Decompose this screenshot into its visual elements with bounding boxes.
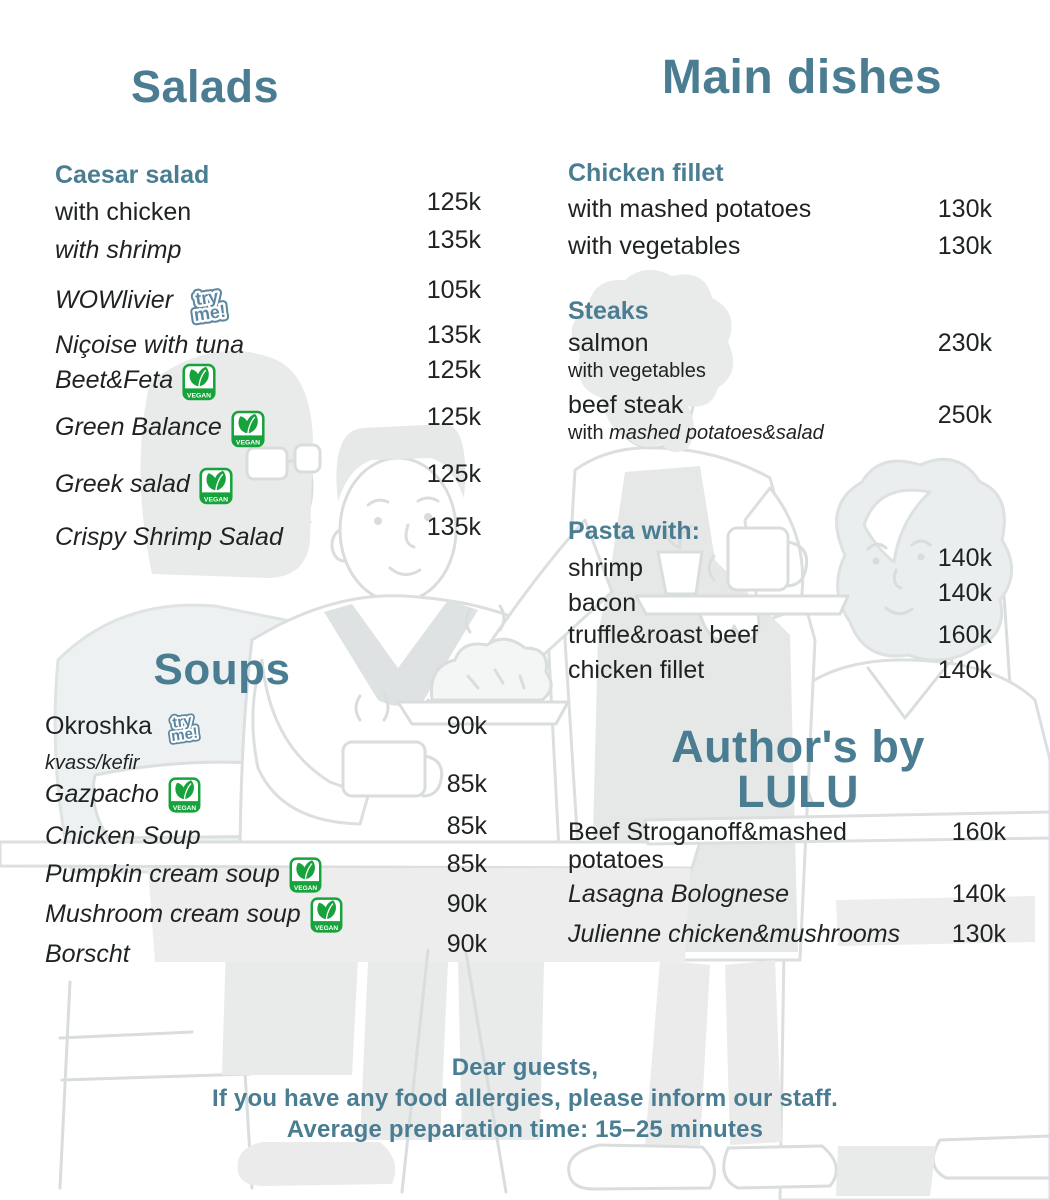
dish-price: 125k [426,460,481,488]
dish-name: Julienne chicken&mushrooms [568,920,901,948]
authors-title: Author's by LULU [671,721,925,817]
dish-note: kvass/kefir [45,752,140,774]
dish-name: Greek salad [55,470,190,498]
menu-item-row [568,232,992,270]
footer-line-1: Dear guests, [451,1054,599,1081]
dish-name: with shrimp [55,236,182,264]
dish-name: salmon [568,329,649,357]
dish-price: 85k [446,770,487,798]
dish-price: 125k [426,356,481,384]
menu-item-row [568,880,1006,920]
menu-item-row [568,544,992,589]
menu-item-note-row [568,360,992,391]
menu-item-note-row [568,422,992,452]
menu-item-row [45,770,487,822]
menu-item-row [55,226,481,286]
dish-note: with mashed potatoes&salad [568,422,824,444]
menu-item-row [45,712,487,752]
menu-item-row [55,321,481,366]
dish-name: beef steak [568,391,684,419]
try-me-icon [182,283,234,329]
dish-name: Crispy Shrimp Salad [55,523,283,551]
dish-price: 140k [937,656,992,684]
dish-price: 135k [426,226,481,254]
dish-price: 160k [937,621,992,649]
group-header: Caesar salad [55,161,210,189]
vegan-icon [168,777,201,813]
dish-name: Borscht [45,940,130,968]
menu-item-row [45,812,487,860]
vegan-icon [289,857,322,893]
dish-name: Lasagna Bolognese [568,880,790,908]
menu-item-row [568,329,992,360]
menu-item-row [568,621,992,656]
menu-item-row [55,188,481,236]
dish-price: 90k [446,930,487,958]
main-dishes-title: Main dishes [661,51,943,104]
group-header: Chicken fillet [568,159,724,187]
main-chicken-header-row [568,160,992,195]
dish-price: 85k [446,812,487,840]
dish-price: 130k [951,920,1006,948]
dish-name: with chicken [55,198,192,226]
dish-price: 125k [426,403,481,431]
menu-item-row [568,920,1006,960]
menu-item-row [568,391,992,429]
dish-name: truffle&roast beef [568,621,758,649]
dish-price: 160k [951,818,1006,846]
dish-name: Okroshka [45,712,152,740]
group-header: Pasta with: [568,517,700,545]
main-steaks-header-row [568,298,992,329]
dish-price: 140k [951,880,1006,908]
dish-name: with mashed potatoes [568,195,812,223]
dish-price: 250k [937,401,992,429]
menu-item-row [45,850,487,900]
vegan-icon [199,467,233,505]
dish-price: 130k [937,195,992,223]
dish-name: bacon [568,589,637,617]
dish-price: 85k [446,850,487,878]
dish-name: Chicken Soup [45,822,201,850]
menu-item-row [45,890,487,940]
footer-note [0,1052,1050,1145]
dish-name: Niçoise with tuna [55,331,244,359]
dish-name: chicken fillet [568,656,705,684]
dish-price: 140k [937,544,992,572]
salads-title: Salads [130,61,280,112]
dish-price: 140k [937,579,992,607]
salads-list [55,162,481,563]
dish-name: Beet&Feta [55,366,174,394]
menu-item-row [55,460,481,523]
menu-item-row [55,276,481,331]
dish-name: with vegetables [568,232,741,260]
dish-note: with vegetables [568,360,706,382]
try-me-icon [161,709,205,748]
menu-item-note-row [45,752,487,780]
dish-price: 125k [426,188,481,216]
dish-name: WOWlivier [55,286,174,314]
soups-title: Soups [153,645,291,694]
dish-name: shrimp [568,554,644,582]
menu-item-row [568,818,1006,880]
menu-item-row [568,579,992,621]
dish-name: Pumpkin cream soup [45,860,280,888]
dish-price: 90k [446,712,487,740]
group-header: Steaks [568,297,649,325]
dish-name: Green Balance [55,413,222,441]
main-dishes-list [568,160,992,691]
vegan-icon [182,363,216,401]
dish-price: 105k [426,276,481,304]
soups-list [45,712,487,980]
vegan-icon [231,410,265,448]
dish-name: Beef Stroganoff&mashed potatoes [568,818,847,874]
dish-name: Gazpacho [45,780,159,808]
footer-line-3: Average preparation time: 15–25 minutes [286,1116,764,1143]
footer-line-2: If you have any food allergies, please inform our staff. [211,1085,838,1112]
dish-name: Mushroom cream soup [45,900,301,928]
dish-price: 130k [937,232,992,260]
main-pasta-header-row [568,518,992,554]
authors-list [568,818,1006,960]
dish-price: 135k [426,321,481,349]
dish-price: 230k [937,329,992,357]
menu-item-row [55,356,481,413]
dish-price: 90k [446,890,487,918]
menu-item-row [55,513,481,563]
menu-item-row [45,930,487,980]
dish-price: 135k [426,513,481,541]
salads-group-header-row [55,162,481,198]
menu-item-row [568,656,992,691]
menu-item-row [568,195,992,232]
vegan-icon [310,897,343,933]
menu-item-row [55,403,481,470]
